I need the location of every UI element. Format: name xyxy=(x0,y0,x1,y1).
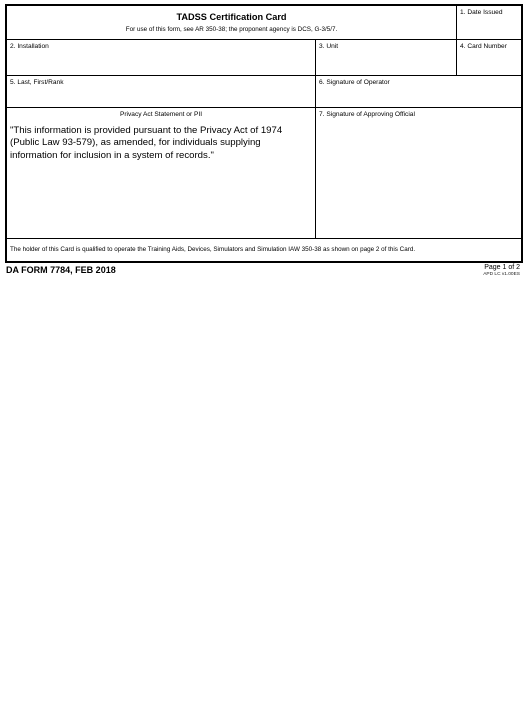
form-title: TADSS Certification Card xyxy=(176,12,287,22)
privacy-act-heading: Privacy Act Statement or PII xyxy=(119,111,203,118)
privacy-act-text: "This information is provided pursuant to the Privacy Act of 1974 (Public Law 93-579), as amended, for individuals supplying information for inclusion in a system of records." xyxy=(10,125,283,161)
page-number: Page 1 of 2 xyxy=(484,264,520,271)
tadss-certification-form xyxy=(5,4,523,263)
page-footer xyxy=(483,264,520,278)
signature-operator-field[interactable] xyxy=(315,75,521,107)
last-first-rank-field[interactable] xyxy=(7,75,315,107)
form-subtitle: For use of this form, see AR 350-38; the proponent agency is DCS, G-3/5/7. xyxy=(125,26,338,33)
date-issued-label: 1. Date Issued xyxy=(460,9,503,16)
holder-statement-text: The holder of this Card is qualified to operate the Training Aids, Devices, Simulators and Simulation IAW 350-38 as shown on page 2 of this Card. xyxy=(10,246,416,253)
privacy-act-block xyxy=(7,107,315,238)
signature-operator-label: 6. Signature of Operator xyxy=(319,79,390,86)
signature-approving-field[interactable] xyxy=(315,107,521,238)
unit-label: 3. Unit xyxy=(319,43,339,50)
card-number-field[interactable] xyxy=(456,39,521,76)
title-block xyxy=(7,6,456,39)
last-first-rank-label: 5. Last, First/Rank xyxy=(10,79,64,86)
version-label: APD LC v1.00ES xyxy=(483,272,520,277)
holder-statement-block xyxy=(7,238,521,261)
card-number-label: 4. Card Number xyxy=(460,43,507,50)
installation-label: 2. Installation xyxy=(10,43,49,50)
installation-field[interactable] xyxy=(7,39,315,76)
unit-field[interactable] xyxy=(315,39,456,76)
signature-approving-label: 7. Signature of Approving Official xyxy=(319,111,415,118)
form-identifier: DA FORM 7784, FEB 2018 xyxy=(6,265,116,275)
